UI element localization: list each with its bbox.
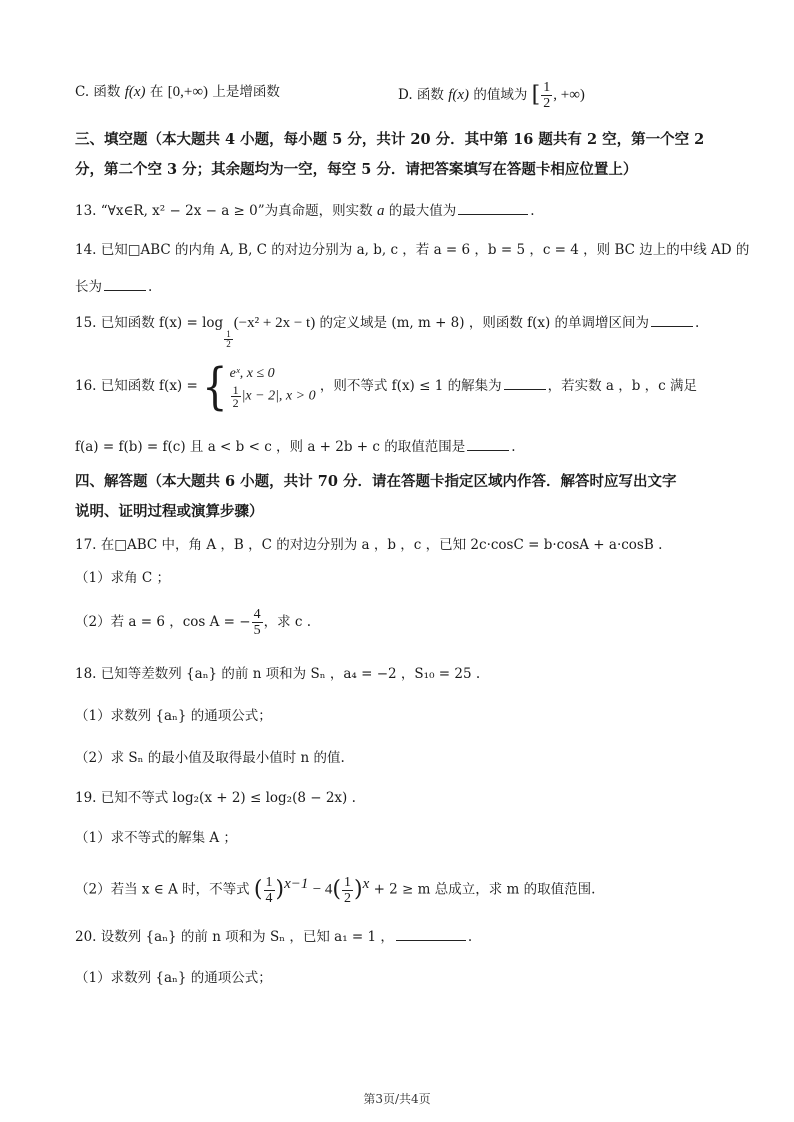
q14-end: .: [148, 279, 153, 295]
question-15: [75, 312, 744, 349]
q19-paren-open-1: (: [253, 877, 263, 902]
q19-exp2: x: [362, 876, 370, 892]
question-19-part2: [75, 866, 744, 906]
section3-title-line2: 分，第二个空 3 分；其余题均为一空，每空 5 分．请把答案填写在答题卡相应位置上）: [75, 161, 638, 178]
q16-end: .: [511, 439, 516, 455]
q19-frac2: [342, 875, 353, 906]
q19-paren-close-2: ): [354, 877, 363, 902]
question-20-part1: （1）求数列 {aₙ} 的通项公式；: [75, 970, 272, 986]
question-16-line1: [75, 356, 744, 416]
q17-num: 4: [253, 607, 261, 622]
q19-exp1: x−1: [284, 876, 309, 892]
option-d-den: 2: [543, 96, 551, 111]
question-14-line1: 14. 已知□ABC 的内角 A, B, C 的对边分别为 a, b, c ，若 a = 6 ，b = 5 ，c = 4 ，则 BC 边上的中线 AD 的: [75, 242, 750, 258]
q16-piecewise: [202, 357, 316, 416]
q13-tail: 的最大值为: [388, 203, 457, 219]
question-18-part1: （1）求数列 {aₙ} 的通项公式；: [75, 708, 272, 724]
q15-base-den: 2: [226, 339, 231, 349]
q15-answer-blank[interactable]: [651, 312, 693, 327]
q17-p2-pre: （2）若 a = 6 ，cos A = −: [75, 614, 251, 630]
question-20: [75, 926, 744, 947]
q16-brace: {: [202, 357, 228, 416]
q19-minus4: − 4: [312, 881, 333, 898]
q16-case2-den: 2: [232, 396, 239, 410]
question-14-line2: [75, 276, 744, 297]
q16-answer-blank-2[interactable]: [467, 436, 509, 451]
q19-p2-post: + 2 ≥ m 总成立，求 m 的取值范围.: [373, 881, 596, 898]
q16-cases: [230, 364, 316, 409]
option-c-end: 上是增函数: [212, 84, 280, 100]
option-d-fraction: [541, 80, 552, 111]
q19-frac1-den: 4: [265, 890, 273, 906]
question-16-line2: [75, 436, 744, 457]
q19-frac2-num: 1: [344, 874, 351, 890]
option-c-func: f(x): [124, 84, 146, 100]
question-18: 18. 已知等差数列 {aₙ} 的前 n 项和为 Sₙ ，a₄ = −2 ，S₁₀ = 25 .: [75, 666, 481, 682]
q15-pre: 15. 已知函数 f(x) = log: [75, 315, 224, 331]
q19-frac1: [264, 875, 275, 906]
q16-mid2: ，若实数 a ，b ，c 满足: [547, 378, 698, 394]
q13-statement: “∀x∈R, x² − 2x − a ≥ 0”为真命题，则实数: [100, 203, 373, 219]
q19-frac1-num: 1: [265, 874, 273, 890]
page-number: 第3页/共4页: [363, 1092, 431, 1106]
question-17-part1: （1）求角 C ；: [75, 570, 171, 586]
option-d-mid: 的值域为: [473, 87, 528, 103]
option-d-left-bracket: [: [531, 82, 541, 108]
option-d-func: f(x): [448, 87, 470, 103]
q16-answer-blank-1[interactable]: [504, 375, 546, 390]
q16-pre: 16. 已知函数 f(x) =: [75, 378, 198, 394]
q20-answer-blank[interactable]: [396, 926, 466, 941]
q19-paren-open-2: (: [332, 877, 341, 902]
q16-mid: ，则不等式 f(x) ≤ 1 的解集为: [319, 378, 502, 394]
question-17: 17. 在□ABC 中，角 A ，B ，C 的对边分别为 a ，b ，c ，已知 2c·cosC = b·cosA + a·cosB .: [75, 537, 663, 553]
q14-line2-text: 长为: [75, 279, 102, 295]
question-13: [75, 200, 744, 221]
question-19-part1: （1）求不等式的解集 A ；: [75, 830, 237, 846]
q13-var: a: [376, 203, 385, 219]
q15-mid: 的定义域是 (m, m + 8) ，则函数 f(x) 的单调增区间为: [319, 315, 650, 331]
option-d-num: 1: [543, 80, 551, 95]
section4-title-line1: 四、解答题（本大题共 6 小题，共计 70 分．请在答题卡指定区域内作答．解答时应写出文字: [75, 473, 677, 490]
q14-answer-blank[interactable]: [104, 276, 146, 291]
question-18-part2: （2）求 Sₙ 的最小值及取得最小值时 n 的值.: [75, 750, 345, 766]
option-c-mid: 在: [149, 84, 164, 100]
q17-fraction: [252, 607, 263, 638]
option-d: [398, 80, 744, 111]
option-c-label: C. 函数: [75, 84, 121, 100]
question-19: 19. 已知不等式 log₂(x + 2) ≤ log₂(8 − 2x) .: [75, 790, 356, 806]
q13-number: 13.: [75, 203, 97, 219]
section3-title-line1: 三、填空题（本大题共 4 小题，每小题 5 分，共计 20 分．其中第 16 题共有 2 空，第一个空 2: [75, 131, 705, 148]
q19-paren-close-1: ): [275, 877, 285, 902]
q15-base-num: 1: [226, 329, 231, 339]
question-17-part2: [75, 604, 744, 640]
q17-p2-post: ，求 c .: [263, 614, 312, 630]
q16-line2-pre: f(a) = f(b) = f(c) 且 a < b < c ，则 a + 2b + c 的取值范围是: [75, 439, 466, 455]
q16-case2-frac: [231, 384, 241, 409]
q20-statement: 20. 设数列 {aₙ} 的前 n 项和为 Sₙ ，已知 a₁ = 1 ，: [75, 929, 394, 945]
option-d-right: , +∞): [553, 87, 585, 103]
q20-end: .: [467, 929, 473, 945]
option-c-interval: [0,+∞): [167, 84, 209, 100]
option-d-label: D. 函数: [398, 87, 444, 103]
q19-frac2-den: 2: [344, 890, 351, 906]
q16-case2: [230, 384, 316, 409]
q13-answer-blank[interactable]: [458, 200, 528, 215]
q15-arg: (−x² + 2x − t): [233, 315, 316, 331]
q19-p2-pre: （2）若当 x ∈ A 时，不等式: [75, 881, 250, 898]
q13-end: .: [530, 203, 535, 219]
q15-end: .: [695, 315, 700, 331]
q16-case2-tail: |x − 2|, x > 0: [241, 388, 316, 404]
q17-den: 5: [253, 623, 261, 638]
q16-case2-num: 1: [232, 383, 239, 397]
section4-title-line2: 说明、证明过程或演算步骤）: [75, 503, 264, 520]
q15-log-base: [224, 330, 233, 349]
q16-case1: eˣ, x ≤ 0: [229, 366, 275, 381]
